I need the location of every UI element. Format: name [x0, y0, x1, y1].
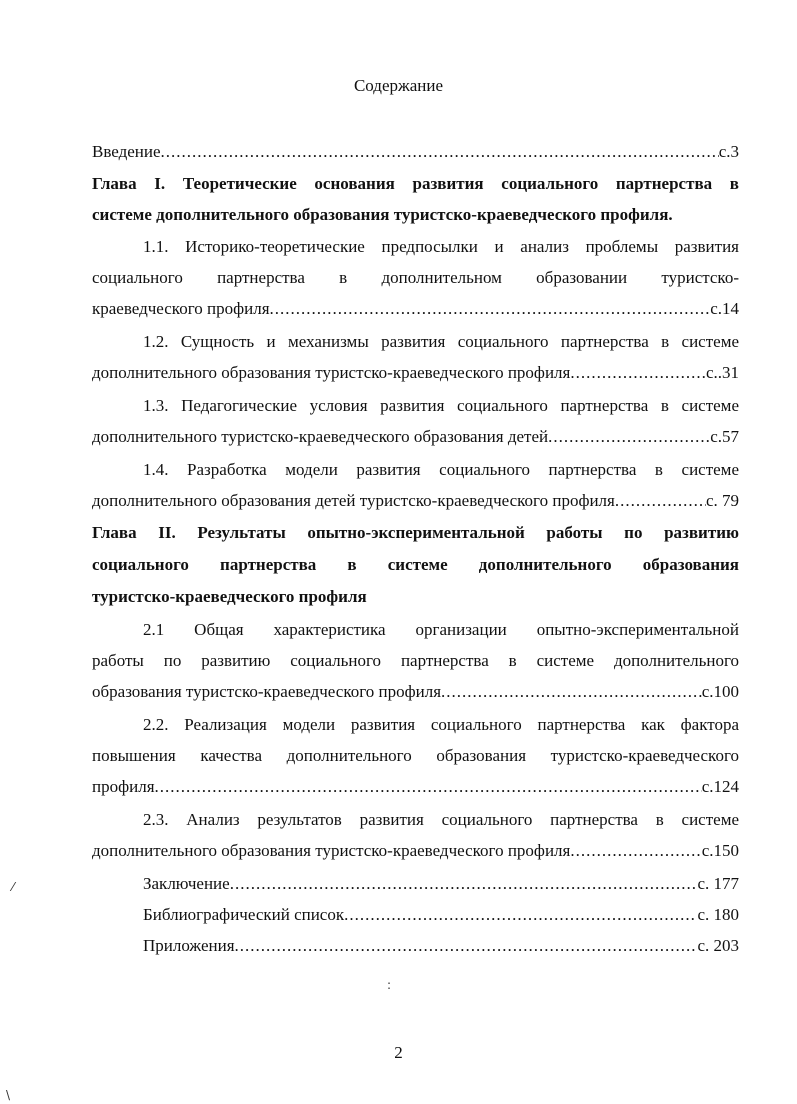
toc-entry-2-1-line-2[interactable]: работы по развитию социального партнерства в системе дополнительного: [92, 651, 739, 670]
toc-entry-1-3-line-2[interactable]: [92, 425, 739, 449]
toc-entry-label: Заключение: [143, 874, 230, 893]
toc-page-ref: с.124: [701, 777, 739, 796]
chapter-2-heading-line-1[interactable]: Глава II. Результаты опытно-экспериментальной работы по развитию: [92, 523, 739, 542]
toc-entry-2-2-line-2[interactable]: повышения качества дополнительного образования туристско-краеведческого: [92, 746, 739, 765]
toc-entry-1-2-line-2[interactable]: [92, 361, 739, 385]
toc-entry-1-1-line-1[interactable]: 1.1. Историко-теоретические предпосылки и анализ проблемы развития: [143, 237, 739, 256]
toc-entry-introduction[interactable]: [92, 140, 739, 164]
chapter-2-heading-line-3[interactable]: туристско-краеведческого профиля: [92, 587, 367, 606]
toc-entry-label: Введение: [92, 142, 161, 161]
toc-page-ref: с.150: [701, 841, 739, 860]
toc-page-ref: с. 180: [697, 905, 739, 924]
toc-entry-label: дополнительного образования туристско-краеведческого профиля: [92, 841, 571, 860]
toc-entry-2-1-line-3[interactable]: [92, 680, 739, 704]
toc-entry-2-3-line-1[interactable]: 2.3. Анализ результатов развития социального партнерства в системе: [143, 810, 739, 829]
toc-page-ref: с. 203: [697, 936, 739, 955]
toc-page-ref: с. 177: [697, 874, 739, 893]
toc-entry-appendix[interactable]: [143, 934, 739, 958]
toc-entry-label: дополнительного образования туристско-краеведческого профиля: [92, 363, 571, 382]
toc-entry-2-1-line-1[interactable]: 2.1 Общая характеристика организации опытно-экспериментальной: [143, 620, 739, 639]
toc-entry-1-3-line-1[interactable]: 1.3. Педагогические условия развития социального партнерства в системе: [143, 396, 739, 415]
toc-entry-1-1-line-3[interactable]: [92, 297, 739, 321]
toc-entry-1-2-line-1[interactable]: 1.2. Сущность и механизмы развития социального партнерства в системе: [143, 332, 739, 351]
toc-page-ref: с.14: [710, 299, 739, 318]
toc-entry-bibliography[interactable]: [143, 903, 739, 927]
toc-page-ref: с..31: [705, 363, 739, 382]
toc-entry-label: Приложения: [143, 936, 235, 955]
toc-entry-label: дополнительного образования детей туристско-краеведческого профиля: [92, 491, 615, 510]
toc-page-ref: с.3: [718, 142, 739, 161]
toc-page-ref: с.100: [701, 682, 739, 701]
toc-page-ref: с. 79: [705, 491, 739, 510]
page-title: Содержание: [353, 76, 444, 95]
chapter-1-heading-line-1[interactable]: Глава I. Теоретические основания развития социального партнерства в: [92, 174, 739, 193]
toc-entry-conclusion[interactable]: [143, 872, 739, 896]
toc-entry-label: дополнительного туристско-краеведческого образования детей: [92, 427, 549, 446]
chapter-1-heading-line-2[interactable]: системе дополнительного образования туристско-краеведческого профиля.: [92, 205, 673, 224]
scan-artifact: :: [387, 978, 392, 992]
toc-entry-2-2-line-1[interactable]: 2.2. Реализация модели развития социального партнерства как фактора: [143, 715, 739, 734]
toc-entry-label: краеведческого профиля: [92, 299, 270, 318]
toc-entry-1-1-line-2[interactable]: социального партнерства в дополнительном образовании туристско-: [92, 268, 739, 287]
toc-entry-1-4-line-2[interactable]: [92, 489, 739, 513]
toc-entry-label: образования туристско-краеведческого профиля: [92, 682, 442, 701]
toc-entry-1-4-line-1[interactable]: 1.4. Разработка модели развития социального партнерства в системе: [143, 460, 739, 479]
page-number: 2: [394, 1043, 403, 1062]
toc-entry-2-3-line-2[interactable]: [92, 839, 739, 863]
toc-page-ref: с.57: [710, 427, 739, 446]
chapter-2-heading-line-2[interactable]: социального партнерства в системе дополнительного образования: [92, 555, 739, 574]
toc-entry-2-2-line-3[interactable]: [92, 775, 739, 799]
scan-artifact: \: [6, 1088, 11, 1102]
scan-artifact: ⁄: [12, 880, 15, 894]
toc-entry-label: профиля: [92, 777, 155, 796]
toc-entry-label: Библиографический список: [143, 905, 345, 924]
